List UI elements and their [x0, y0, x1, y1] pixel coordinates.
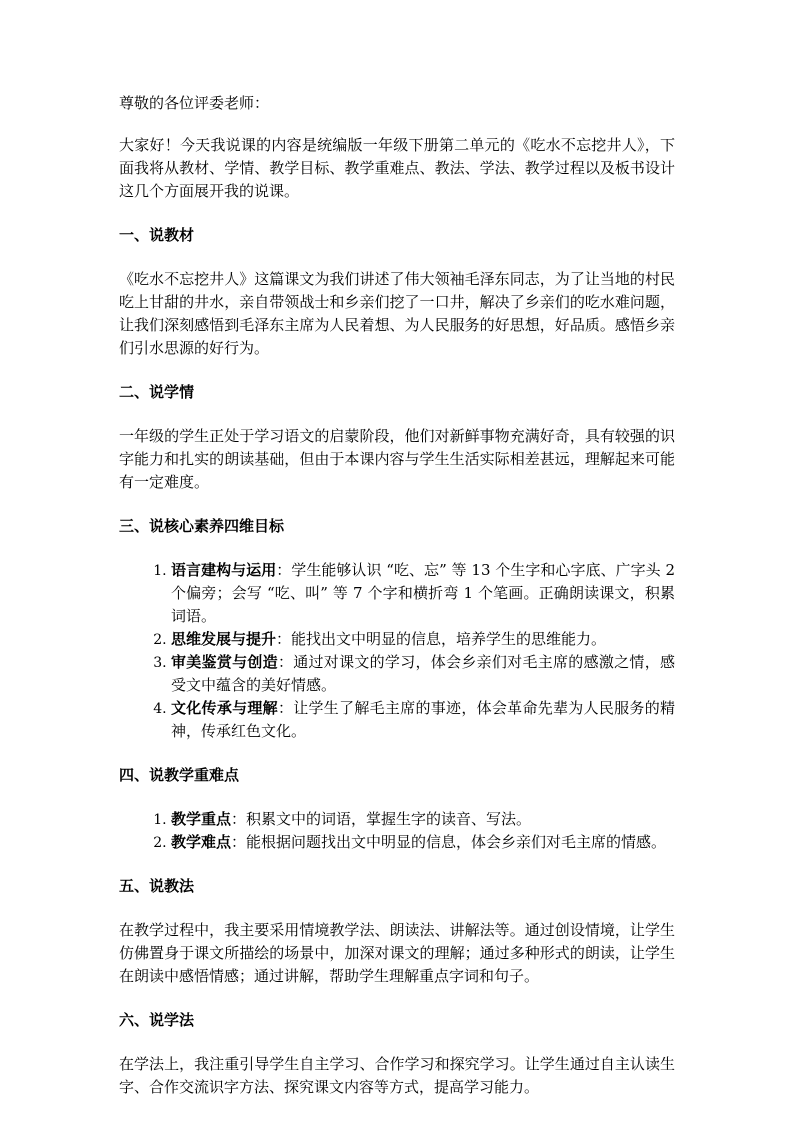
section-heading-goals: 三、说核心素养四维目标 — [119, 517, 285, 535]
section-body-learning-methods: 在学法上，我注重引导学生自主学习、合作学习和探究学习。让学生通过自主认读生字、合作交流识字方法、探究课文内容等方式，提高学习能力。 — [119, 1055, 675, 1096]
list-item — [171, 831, 675, 854]
list-item-text: ：能根据问题找出文中明显的信息，体会乡亲们对毛主席的情感。 — [231, 833, 667, 851]
section-body-students: 一年级的学生正处于学习语文的启蒙阶段，他们对新鲜事物充满好奇，具有较强的识字能力和扎实的朗读基础，但由于本课内容与学生生活实际相差甚远，理解起来可能有一定难度。 — [119, 427, 675, 491]
intro-paragraph: 大家好！今天我说课的内容是统编版一年级下册第二单元的《吃水不忘挖井人》，下面我将从教材、学情、教学目标、教学重难点、教法、学法、教学过程以及板书设计这几个方面展开我的说课。 — [119, 136, 675, 200]
list-item-term: 文化传承与理解 — [171, 699, 278, 717]
section-body-teaching-methods: 在教学过程中，我主要采用情境教学法、朗读法、讲解法等。通过创设情境，让学生仿佛置身于课文所描绘的场景中，加深对课文的理解；通过多种形式的朗读，让学生在朗读中感悟情感；通过讲解，帮助学生理解重点字词和句子。 — [119, 921, 675, 985]
section-heading-teaching-methods: 五、说教法 — [119, 877, 195, 895]
list-item-term: 审美鉴赏与创造 — [171, 653, 278, 671]
list-item — [171, 628, 675, 651]
list-item-term: 思维发展与提升 — [171, 630, 277, 648]
list-item-text: ：能找出文中明显的信息，培养学生的思维能力。 — [276, 630, 607, 648]
list-item-term: 教学重点 — [171, 810, 232, 828]
section-heading-textbook: 一、说教材 — [119, 226, 195, 244]
list-item-term: 语言建构与运用 — [171, 561, 277, 579]
list-item-text: ：通过对课文的学习，体会乡亲们对毛主席的感激之情，感受文中蕴含的美好情感。 — [171, 653, 675, 694]
list-item-text: ：学生能够认识 “吃、忘” 等 13 个生字和心字底、广字头 2 个偏旁；会写 “吃、叫” 等 7 个字和横折弯 1 个笔画。正确朗读课文，积累词语。 — [171, 561, 675, 625]
goals-list — [119, 559, 675, 743]
list-item-text: ：积累文中的词语，掌握生字的读音、写法。 — [231, 810, 532, 828]
list-item — [171, 559, 675, 628]
section-heading-key-points: 四、说教学重难点 — [119, 766, 240, 784]
list-item-term: 教学难点 — [171, 833, 232, 851]
list-item — [171, 808, 675, 831]
section-heading-students: 二、说学情 — [119, 383, 195, 401]
section-body-textbook: 《吃水不忘挖井人》这篇课文为我们讲述了伟大领袖毛泽东同志，为了让当地的村民吃上甘甜的井水，亲自带领战士和乡亲们挖了一口井，解决了乡亲们的吃水难问题，让我们深刻感悟到毛泽东主席为人民着想、为人民服务的好思想，好品质。感悟乡亲们引水思源的好行为。 — [119, 270, 675, 357]
greeting: 尊敬的各位评委老师： — [119, 94, 270, 112]
key-points-list — [119, 808, 675, 854]
section-heading-learning-methods: 六、说学法 — [119, 1011, 195, 1029]
list-item-text: ：让学生了解毛主席的事迹，体会革命先辈为人民服务的精神，传承红色文化。 — [171, 699, 675, 740]
list-item — [171, 697, 675, 743]
list-item — [171, 651, 675, 697]
